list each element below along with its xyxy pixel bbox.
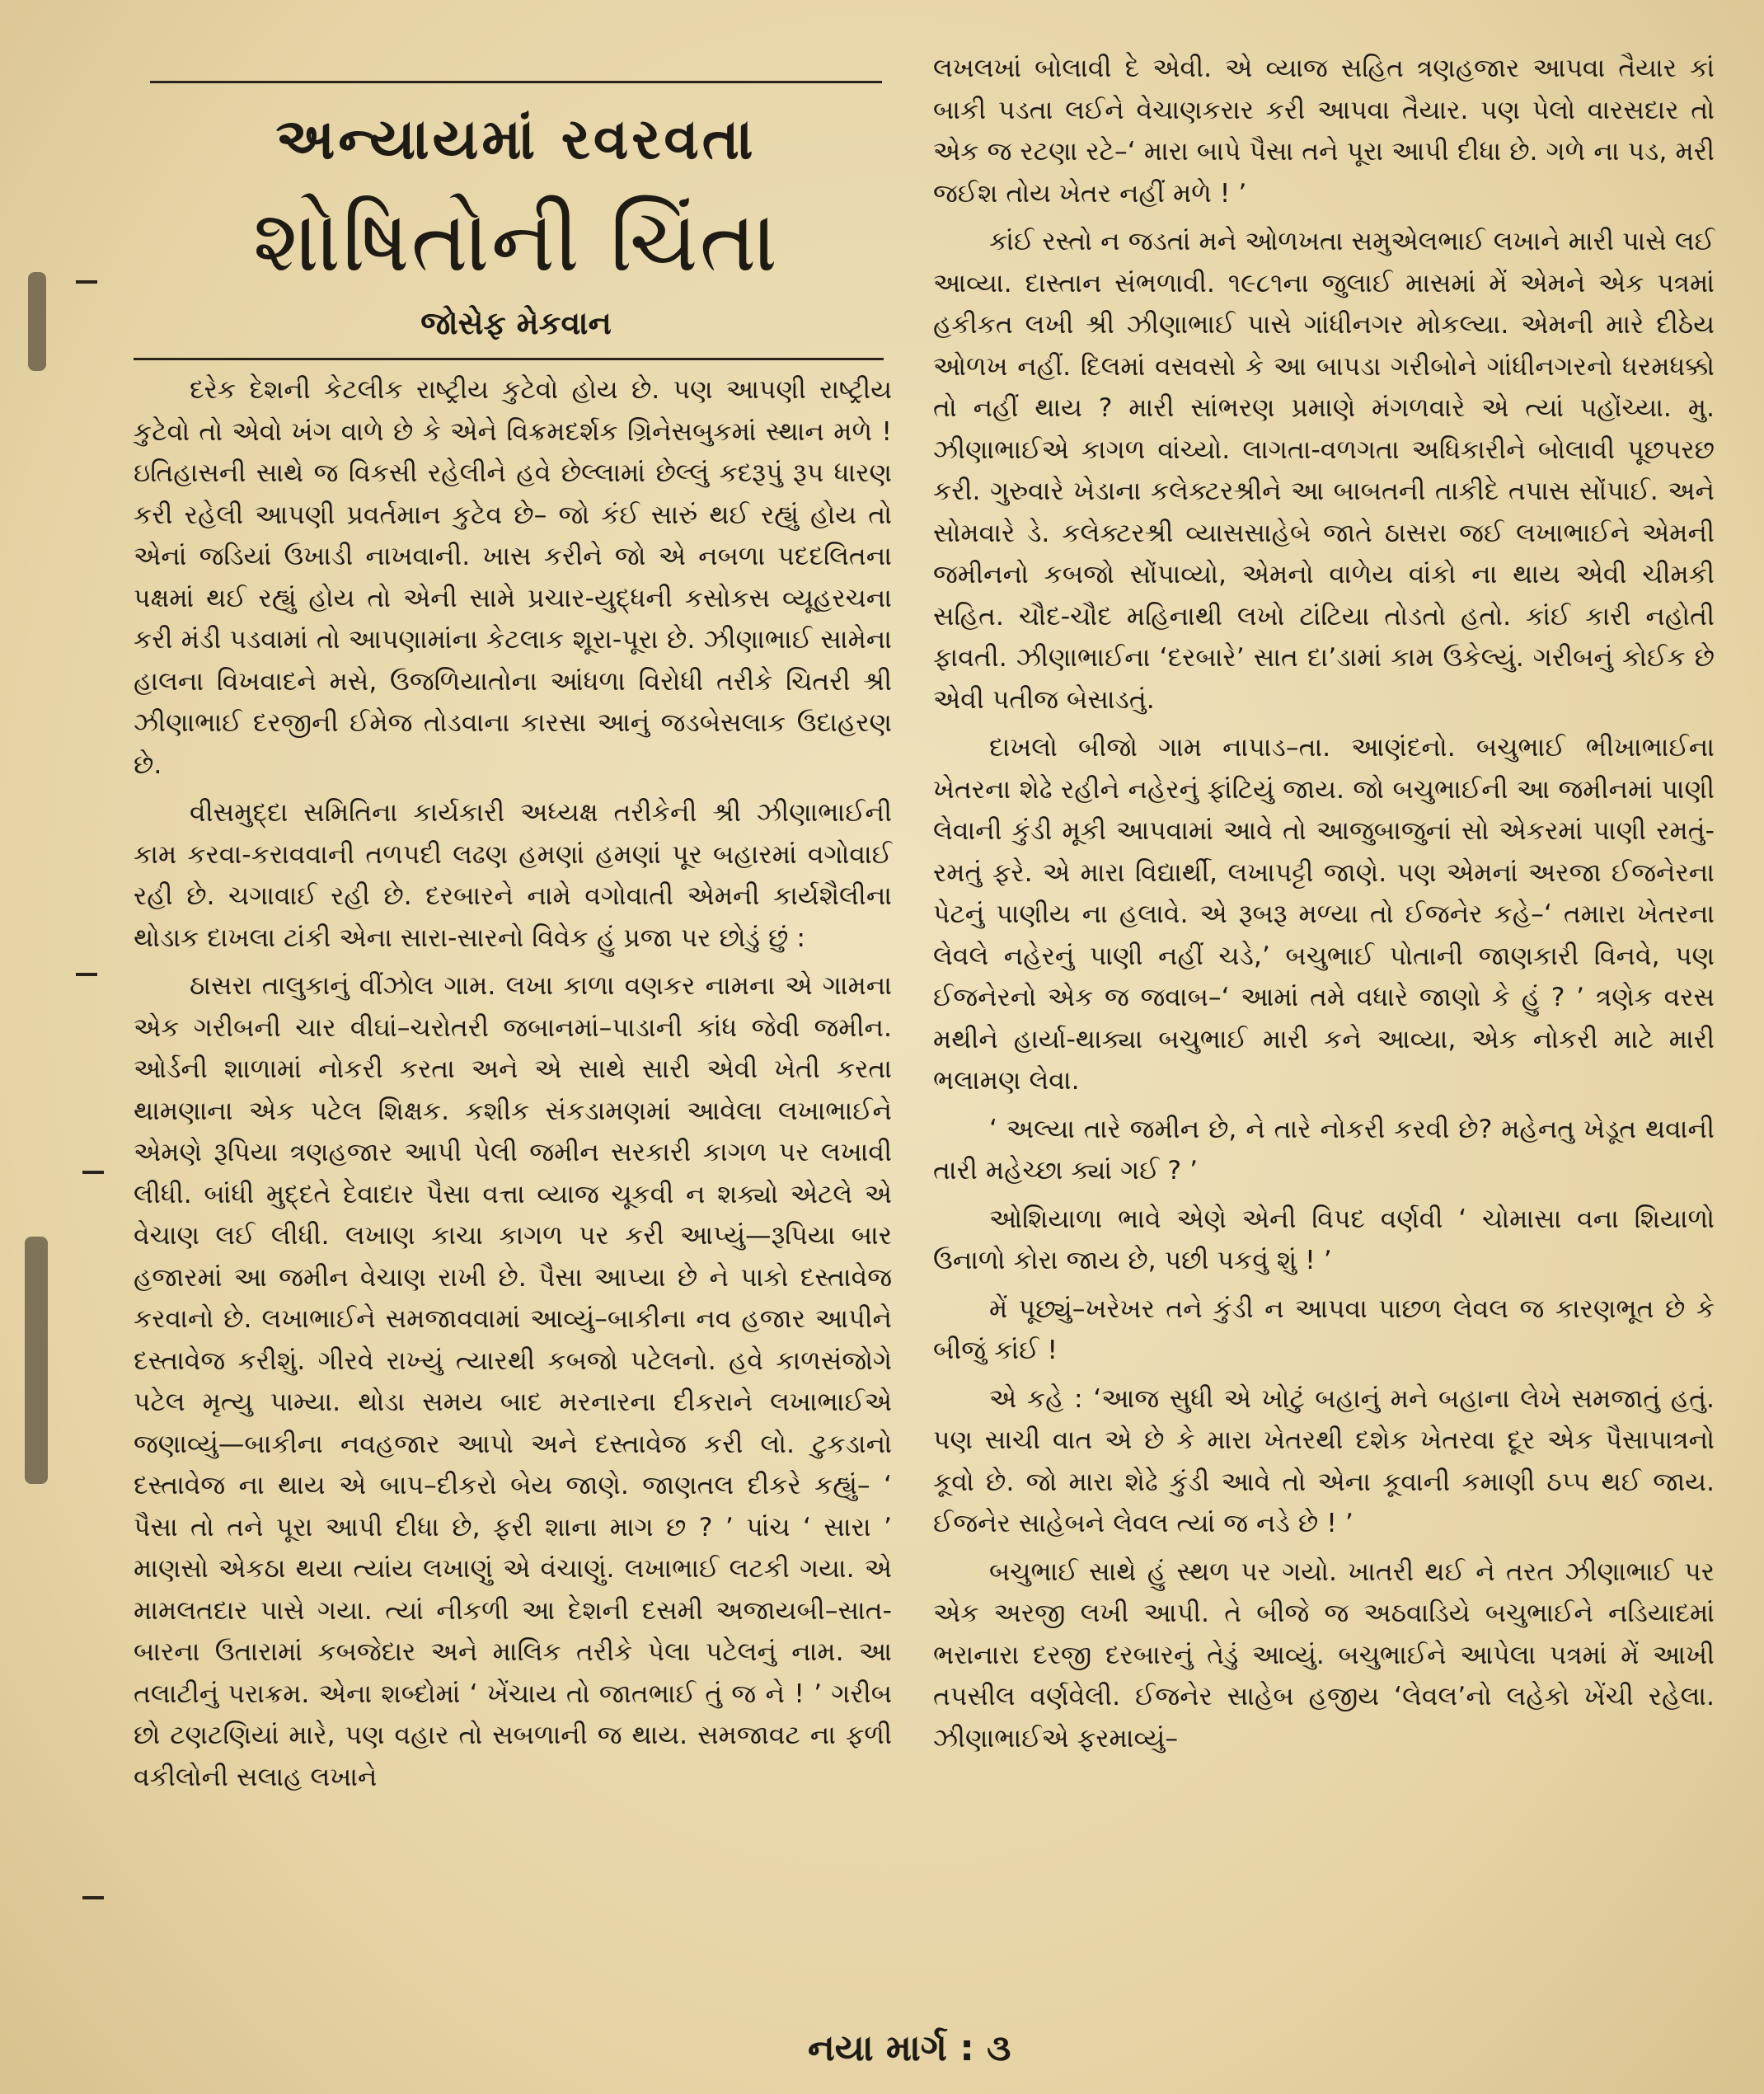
article-title: શોષિતોની ચિંતા: [252, 190, 780, 291]
paragraph: વીસમુદ્દા સમિતિના કાર્યકારી અધ્યક્ષ તરીકેની શ્રી ઝીણાભાઈની કામ કરવા-કરાવવાની તળપદી લઢણ હમણાં હમણાં પૂર બહારમાં વગોવાઈ રહી છે. ચગાવાઈ રહી છે. દરબારને નામે વગોવાતી એમની કાર્યશૈલીના થોડાક દાખલા ટાંકી એના સારા-સારનો વિવેક હું પ્રજા પર છોડું છું :: [134, 798, 892, 953]
paragraph: એ કહે : ‘આજ સુધી એ ખોટું બહાનું મને બહાના લેખે સમજાતું હતું. પણ સાચી વાત એ છે કે મારા ખેતરથી દશેક ખેતરવા દૂર એક પૈસાપાત્રનો કૂવો છે. જો મારા શેઢે કુંડી આવે તો એના કૂવાની કમાણી ઠપ્પ થઈ જાય. ઈજનેર સાહેબને લેવલ ત્યાં જ નડે છે ! ’: [933, 1383, 1715, 1538]
header-rule-bottom: [134, 358, 884, 360]
paragraph-continued: લખલખાં બોલાવી દે એવી. એ વ્યાજ સહિત ત્રણહજાર આપવા તૈયાર કાં બાકી પડતા લઈને વેચાણકરાર કરી આપવા તૈયાર. પણ પેલો વારસદાર તો એક જ રટણા રટે–‘ મારા બાપે પૈસા તને પૂરા આપી દીધા છે. ગળે ના પડ, મરી જઈશ તોય ખેતર નહીં મળે ! ’: [933, 54, 1715, 209]
margin-mark: [82, 1896, 104, 1899]
article-byline: જોસેફ મેકવાન: [420, 305, 612, 341]
print-smudge: [25, 1237, 48, 1484]
paragraph: ઠાસરા તાલુકાનું વીંઝોલ ગામ. લખા કાળા વણકર નામના એ ગામના એક ગરીબની ચાર વીઘાં–ચરોતરી જબાનમાં–પાડાની કાંધ જેવી જમીન. ઓર્ડની શાળામાં નોકરી કરતા અને એ સાથે સારી એવી ખેતી કરતા થામણાના એક પટેલ શિક્ષક. કશીક સંકડામણમાં આવેલા લખાભાઈને એમણે રૂપિયા ત્રણહજાર આપી પેલી જમીન સરકારી કાગળ પર લખાવી લીધી. બાંધી મુદ્દતે દેવાદાર પૈસા વત્તા વ્યાજ ચૂકવી ન શક્યો એટલે એ વેચાણ લઈ લીધી. લખાણ કાચા કાગળ પર કરી આપ્યું—રૂપિયા બાર હજારમાં આ જમીન વેચાણ રાખી છે. પૈસા આપ્યા છે ને પાકો દસ્તાવેજ કરવાનો છે. લખાભાઈને સમજાવવામાં આવ્યું–બાકીના નવ હજાર આપીને દસ્તાવેજ કરીશું. ગીરવે રાખ્યું ત્યારથી કબજો પટેલનો. હવે કાળસંજોગે પટેલ મૃત્યુ પામ્યા. થોડા સમય બાદ મરનારના દીકરાને લખાભાઈએ જણાવ્યું—બાકીના નવહજાર આપો અને દસ્તાવેજ કરી લો. ટુકડાનો દસ્તાવેજ ના થાય એ બાપ–દીકરો બેય જાણે. જાણતલ દીકરે કહ્યું– ‘ પૈસા તો તને પૂરા આપી દીધા છે, ફરી શાના માગ છ ? ’ પાંચ ‘ સારા ’ માણસો એકઠા થયા ત્યાંય લખાણું એ વંચાણું. લખાભાઈ લટકી ગયા. એ મામલતદાર પાસે ગયા. ત્યાં નીકળી આ દેશની દસમી અજાયબી–સાત-બારના ઉતારામાં કબજેદાર અને માલિક તરીકે પેલા પટેલનું નામ. આ તલાટીનું પરાક્રમ. એના શબ્દોમાં ‘ ખેંચાય તો જાતભાઈ તું જ ને ! ’ ગરીબ છો ટણટણિયાં મારે, પણ વહાર તો સબળાની જ થાય. સમજાવટ ના ફળી વકીલોની સલાહ લખાને: [134, 971, 892, 1792]
right-column: [933, 48, 1715, 1766]
print-smudge: [28, 272, 46, 371]
paragraph: ઓશિયાળા ભાવે એણે એની વિપદ વર્ણવી ‘ ચોમાસા વના શિયાળો ઉનાળો કોરા જાય છે, પછી પકવું શું ! ’: [933, 1204, 1715, 1275]
paragraph: દાખલો બીજો ગામ નાપાડ–તા. આણંદનો. બચુભાઈ ભીખાભાઈના ખેતરના શેઢે રહીને નહેરનું ફાંટિયું જાય. જો બચુભાઈની આ જમીનમાં પાણી લેવાની કુંડી મૂકી આપવામાં આવે તો આજુબાજુનાં સો એકરમાં પાણી રમતું-રમતું ફરે. એ મારા વિદ્યાર્થી, લખાપટ્ટી જાણે. પણ એમનાં અરજા ઈજનેરના પેટનું પાણીય ના હલાવે. એ રૂબરૂ મળ્યા તો ઈજનેર કહે–‘ તમારા ખેતરના લેવલે નહેરનું પાણી નહીં ચડે,’ બચુભાઈ પોતાની જાણકારી વિનવે, પણ ઈજનેરનો એક જ જવાબ–‘ આમાં તમે વધારે જાણો કે હું ? ’ ત્રણેક વરસ મથીને હાર્યા-થાક્યા બચુભાઈ મારી કને આવ્યા, એક નોકરી માટે મારી ભલામણ લેવા.: [933, 733, 1715, 1096]
paragraph: બચુભાઈ સાથે હું સ્થળ પર ગયો. ખાતરી થઈ ને તરત ઝીણાભાઈ પર એક અરજી લખી આપી. તે બીજે જ અઠવાડિયે બચુભાઈને નડિયાદમાં ભરાનારા દરજી દરબારનું તેડું આવ્યું. બચુભાઈને આપેલા પત્રમાં મેં આખી તપસીલ વર્ણવેલી. ઈજનેર સાહેબ હજીય ‘લેવલ’નો લહેકો ખેંચી રહેલા. ઝીણાભાઈએ ફરમાવ્યું–: [933, 1556, 1715, 1754]
margin-mark: [82, 1171, 104, 1174]
margin-mark: [76, 280, 97, 284]
left-column: [134, 369, 892, 1805]
page-footer: નયા માર્ગ : ૩: [808, 2027, 1011, 2069]
margin-mark: [76, 973, 97, 976]
paragraph: કાંઈ રસ્તો ન જડતાં મને ઓળખતા સમુએલભાઈ લખાને મારી પાસે લઈ આવ્યા. દાસ્તાન સંભળાવી. ૧૯૮૧ના જુલાઈ માસમાં મેં એમને એક પત્રમાં હકીકત લખી શ્રી ઝીણાભાઈ પાસે ગાંધીનગર મોકલ્યા. એમની મારે દીઠેય ઓળખ નહીં. દિલમાં વસવસો કે આ બાપડા ગરીબોને ગાંધીનગરનો ધરમધક્કો તો નહીં થાય ? મારી સાંભરણ પ્રમાણે મંગળવારે એ ત્યાં પહોંચ્યા. મુ. ઝીણાભાઈએ કાગળ વાંચ્યો. લાગતા-વળગતા અધિકારીને બોલાવી પૂછપરછ કરી. ગુરુવારે ખેડાના કલેક્ટરશ્રીને આ બાબતની તાકીદે તપાસ સોંપાઈ. અને સોમવારે ડે. કલેક્ટરશ્રી વ્યાસસાહેબે જાતે ઠાસરા જઈ લખાભાઈને એમની જમીનનો કબજો સોંપાવ્યો, એમનો વાળેય વાંકો ના થાય એવી ચીમકી સહિત. ચૌદ-ચૌદ મહિનાથી લખો ટાંટિયા તોડતો હતો. કાંઈ કારી નહોતી ફાવતી. ઝીણાભાઈના ‘દરબારે’ સાત દા’ડામાં કામ ઉકેલ્યું. ગરીબનું કોઈક છે એવી પતીજ બેસાડતું.: [933, 227, 1715, 715]
article-kicker: અન્યાયમાં રવરવતા: [275, 107, 757, 172]
paragraph: દરેક દેશની કેટલીક રાષ્ટ્રીય કુટેવો હોય છે. પણ આપણી રાષ્ટ્રીય કુટેવો તો એવો ખંગ વાળે છે કે એને વિક્રમદર્શક ગ્રિનેસબુકમાં સ્થાન મળે ! ઇતિહાસની સાથે જ વિકસી રહેલીને હવે છેલ્લામાં છેલ્લું કદરૂપું રૂપ ધારણ કરી રહેલી આપણી પ્રવર્તમાન કુટેવ છે– જો કંઈ સારું થઈ રહ્યું હોય તો એનાં જડિયાં ઉખાડી નાખવાની. ખાસ કરીને જો એ નબળા પદદલિતના પક્ષમાં થઈ રહ્યું હોય તો એની સામે પ્રચાર-યુદ્ધની કસોકસ વ્યૂહરચના કરી મંડી પડવામાં તો આપણામાંના કેટલાક શૂરા-પૂરા છે. ઝીણાભાઈ સામેના હાલના વિખવાદને મસે, ઉજળિયાતોના આંધળા વિરોધી તરીકે ચિતરી શ્રી ઝીણાભાઈ દરજીની ઈમેજ તોડવાના કારસા આનું જડબેસલાક ઉદાહરણ છે.: [134, 375, 892, 780]
paragraph: મેં પૂછ્યું–ખરેખર તને કુંડી ન આપવા પાછળ લેવલ જ કારણભૂત છે કે બીજું કાંઈ !: [933, 1293, 1715, 1365]
header-rule-top: [150, 81, 882, 83]
paragraph: ‘ અલ્યા તારે જમીન છે, ને તારે નોકરી કરવી છે? મહેનતુ ખેડૂત થવાની તારી મહેચ્છા ક્યાં ગઈ ? ’: [933, 1114, 1715, 1186]
